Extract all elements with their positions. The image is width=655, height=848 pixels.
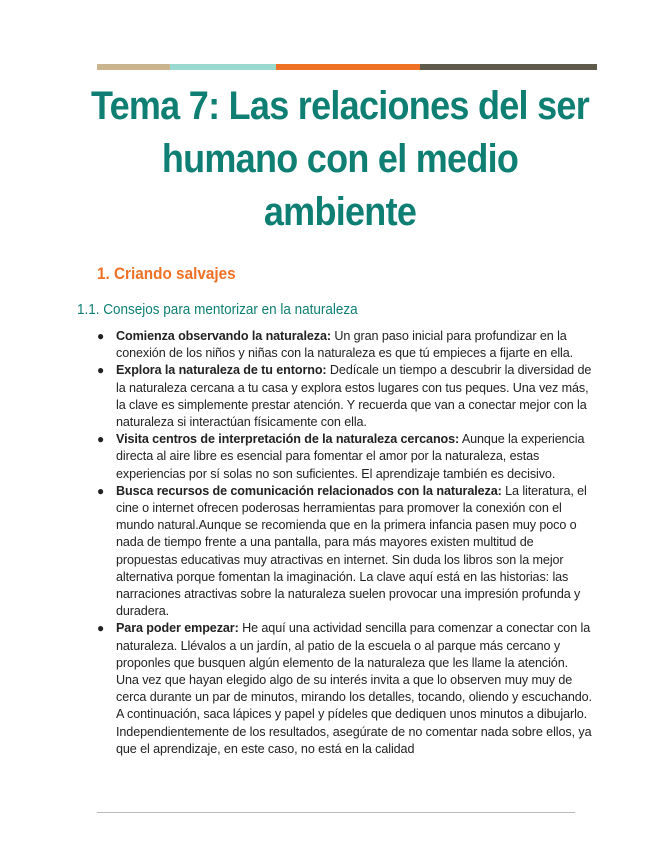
list-item — [97, 362, 592, 431]
list-item-text: He aquí una actividad sencilla para comenzar a conectar con la naturaleza. Llévalos a un jardín, al patio de la escuela o al parque más cercano y proponles que busquen algún elemento de la naturaleza que les llame la atención. Una vez que hayan elegido algo de su interés invita a que lo observen muy muy de cerca durante un par de minutos, mirando los detalles, tocando, oliendo y escuchando. A continuación, saca lápices y papel y pídeles que dediquen unos minutos a dibujarlo. Independientemente de los resultados, asegúrate de no comentar nada sobre ellos, ya que el aprendizaje, en este caso, no está en la calidad — [116, 621, 592, 756]
bullet-icon: ● — [97, 621, 105, 636]
bullet-icon: ● — [97, 432, 105, 447]
list-item-lead: Comienza observando la naturaleza: — [116, 329, 331, 343]
color-bar-segment — [97, 64, 170, 70]
list-item-lead: Explora la naturaleza de tu entorno: — [116, 363, 327, 378]
page-title — [88, 80, 592, 239]
bullet-icon: ● — [97, 363, 105, 378]
list-item-text: Aunque la experiencia directa al aire libre es esencial para fomentar el amor por la naturaleza, estas experiencias por sí solas no son suficientes. El aprendizaje también es decisivo. — [116, 432, 585, 481]
list-item — [97, 483, 592, 621]
subsection-heading: 1.1. Consejos para mentorizar en la naturaleza — [77, 301, 358, 318]
bullet-icon: ● — [97, 483, 105, 498]
color-bar-segment — [420, 64, 597, 70]
color-bar-segment — [170, 64, 276, 70]
list-item-text: La literatura, el cine o internet ofrecen poderosas herramientas para promover la conexión con el mundo natural.Aunque se recomienda que en la primera infancia pasen muy poco o nada de tiempo frente a una pantalla, para más mayores existen multitud de propuestas educativas muy atractivas en internet. Sin duda los libros son la mejor alternativa porque fomentan la imaginación. La clave aquí está en las historias: las narraciones atractivas sobre la naturaleza suelen provocar una impresión profunda y duradera. — [116, 483, 587, 619]
list-item-lead: Para poder empezar: — [116, 621, 239, 636]
color-bar-segment — [276, 64, 420, 70]
list-item-text: Dedícale un tiempo a descubrir la diversidad de la naturaleza cercana a tu casa y explora estos lugares con tus peques. Una vez más, la clave es simplemente prestar atención. Y recuerda que van a conectar mejor con la naturaleza si interactúan físicamente con ella. — [116, 363, 592, 430]
list-item-lead: Visita centros de interpretación de la naturaleza cercanos: — [116, 432, 460, 447]
title-line: ambiente — [263, 190, 417, 234]
body-content — [97, 328, 592, 768]
list-item — [97, 431, 592, 483]
list-item — [97, 328, 592, 362]
title-line: humano con el medio — [161, 137, 519, 181]
bullet-list — [97, 328, 592, 758]
bullet-icon: ● — [97, 329, 105, 343]
decorative-color-bar — [97, 64, 597, 70]
footer-divider — [97, 812, 575, 813]
section-heading: 1. Criando salvajes — [97, 264, 236, 283]
list-item-lead: Busca recursos de comunicación relacionados con la naturaleza: — [116, 483, 502, 498]
list-item-text: Un gran paso inicial para profundizar en la conexión de los niños y niñas con la naturaleza es que tú empieces a fijarte en ella. — [116, 329, 574, 361]
title-line: Tema 7: Las relaciones del ser — [90, 84, 589, 128]
list-item — [97, 620, 592, 758]
